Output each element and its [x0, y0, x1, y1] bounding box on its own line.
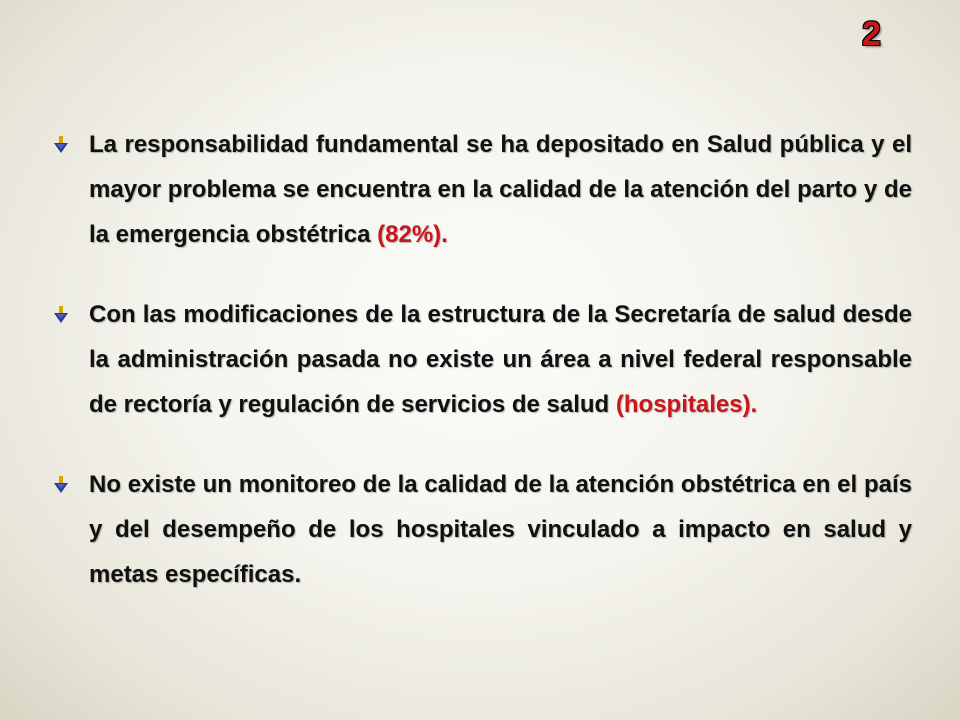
- bullet-body: La responsabilidad fundamental se ha depositado en Salud pública y el mayor problema se encuentra en la calidad de la atención del parto y de la emergencia obstétrica: [89, 131, 912, 248]
- bullet-highlight: (hospitales).: [615, 391, 758, 418]
- bullet-item-monitoreo: [50, 462, 912, 597]
- bullet-text: [89, 292, 912, 427]
- bullet-text: [89, 122, 912, 257]
- bullet-item-responsabilidad: [50, 122, 912, 257]
- arrow-down-icon: [54, 306, 68, 324]
- bullet-item-modificaciones: [50, 292, 912, 427]
- bullet-text: [89, 462, 912, 597]
- page-number: 2: [862, 15, 881, 53]
- bullet-highlight: (82%).: [377, 221, 448, 248]
- arrow-down-icon: [54, 476, 68, 494]
- arrow-down-icon: [54, 136, 68, 154]
- bullet-body: Con las modificaciones de la estructura de la Secretaría de salud desde la administración pasada no existe un área a nivel federal responsable de rectoría y regulación de servicios de salud: [89, 301, 912, 418]
- bullet-body: No existe un monitoreo de la calidad de la atención obstétrica en el país y del desempeño de los hospitales vinculado a impacto en salud y metas específicas.: [89, 471, 912, 588]
- bullet-list: [50, 122, 912, 632]
